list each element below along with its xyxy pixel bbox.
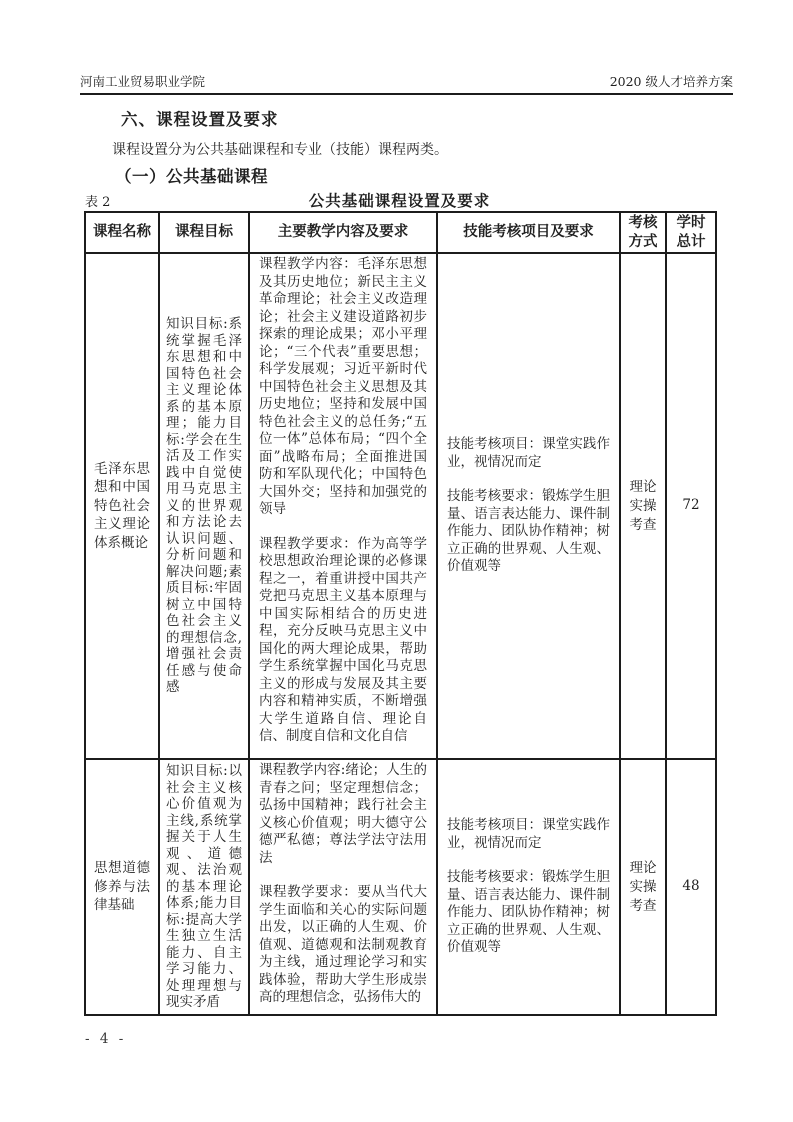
intro-paragraph: 课程设置分为公共基础课程和专业（技能）课程两类。 <box>112 142 448 158</box>
skill-requirement-text: 技能考核要求：锻炼学生胆量、语言表达能力、课件制作能力、团队协作精神；树立正确的世界观、人生观、价值观等 <box>447 488 610 575</box>
cell-total-hours: 48 <box>666 759 716 1015</box>
col-header-course-goal: 课程目标 <box>159 212 249 253</box>
cell-total-hours: 72 <box>666 253 716 759</box>
table-row <box>85 759 716 1015</box>
teaching-content-text: 课程教学内容：毛泽东思想及其历史地位；新民主主义革命理论；社会主义改造理论；社会主义建设道路初步探索的理论成果；邓小平理论；“三个代表”重要思想；科学发展观；习近平新时代中国特色社会主义思想及其历史地位；坚持和发展中国特色社会主义的总任务;“五位一体”总体布局；“四个全面”战略布局；全面推进国防和军队现代化；中国特色大国外交；坚持和加强党的领导 <box>259 256 427 517</box>
col-header-total-hours: 学时总计 <box>666 212 716 253</box>
cell-course-goal: 知识目标:系统掌握毛泽东思想和中国特色社会主义理论体系的基本原理；能力目标:学会在生活及工作实践中自觉使用马克思主义的世界观和方法论去认识问题、分析问题和解决问题;素质目标:牢固树立中国特色社会主义的理想信念,增强社会责任感与使命感 <box>159 253 249 759</box>
col-header-assessment-method: 考核方式 <box>620 212 666 253</box>
teaching-content-text: 课程教学内容:绪论；人生的青春之问；坚定理想信念；弘扬中国精神；践行社会主义核心价值观；明大德守公德严私德；尊法学法守法用法 <box>259 762 427 866</box>
skill-requirement-text: 技能考核要求：锻炼学生胆量、语言表达能力、课件制作能力、团队协作精神；树立正确的世界观、人生观、价值观等 <box>447 869 610 956</box>
section-heading: 六、课程设置及要求 <box>121 111 279 129</box>
col-header-skill-assessment: 技能考核项目及要求 <box>437 212 620 253</box>
page-header <box>80 74 733 95</box>
skill-assessment-block <box>447 817 610 957</box>
cell-course-name: 思想道德修养与法律基础 <box>85 759 159 1015</box>
cell-skill-assessment <box>437 759 620 1015</box>
teaching-content-block <box>259 762 427 1010</box>
table-row <box>85 253 716 759</box>
cell-course-name: 毛泽东思想和中国特色社会主义理论体系概论 <box>85 253 159 759</box>
skill-item-text: 技能考核项目：课堂实践作业，视情况而定 <box>447 436 610 470</box>
cell-assessment-method: 理论实操考查 <box>620 253 666 759</box>
skill-assessment-block <box>447 436 610 576</box>
header-school-name: 河南工业贸易职业学院 <box>80 74 206 89</box>
header-program-name: 2020 级人才培养方案 <box>609 74 733 89</box>
skill-item-text: 技能考核项目：课堂实践作业，视情况而定 <box>447 817 610 851</box>
cell-skill-assessment <box>437 253 620 759</box>
course-table <box>84 211 717 1016</box>
col-header-teaching-content: 主要教学内容及要求 <box>249 212 437 253</box>
table-title: 公共基础课程设置及要求 <box>308 193 491 210</box>
page-number: - 4 - <box>85 1031 127 1047</box>
table-header-row <box>85 212 716 253</box>
teaching-requirement-text: 课程教学要求：作为高等学校思想政治理论课的必修课程之一，着重讲授中国共产党把马克思主义基本原理与中国实际相结合的历史进程，充分反映马克思主义中国化的两大理论成果，帮助学生系统掌握中国化马克思主义的形成与发展及其主要内容和精神实质，不断增强大学生道路自信、理论自信、制度自信和文化自信 <box>259 535 427 744</box>
cell-assessment-method: 理论实操考查 <box>620 759 666 1015</box>
subsection-heading: （一）公共基础课程 <box>115 168 268 186</box>
teaching-content-block <box>259 256 427 754</box>
cell-course-goal <box>159 759 249 1015</box>
course-goal-block: 知识目标:以社会主义核心价值观为主线,系统掌握关于人生观、道德观、法治观的基本理论体系;能力目标:提高大学生独立生活能力、自主学习能力、处理理想与现实矛盾 <box>166 763 242 1010</box>
cell-teaching-content <box>249 253 437 759</box>
table-label: 表 2 <box>85 195 111 210</box>
cell-teaching-content <box>249 759 437 1015</box>
teaching-requirement-text: 课程教学要求：要从当代大学生面临和关心的实际问题出发，以正确的人生观、价值观、道德观和法制观教育为主线，通过理论学习和实践体验，帮助大学生形成崇高的理想信念，弘扬伟大的 <box>259 884 427 1005</box>
table-caption-row <box>84 189 715 209</box>
col-header-course-name: 课程名称 <box>85 212 159 253</box>
